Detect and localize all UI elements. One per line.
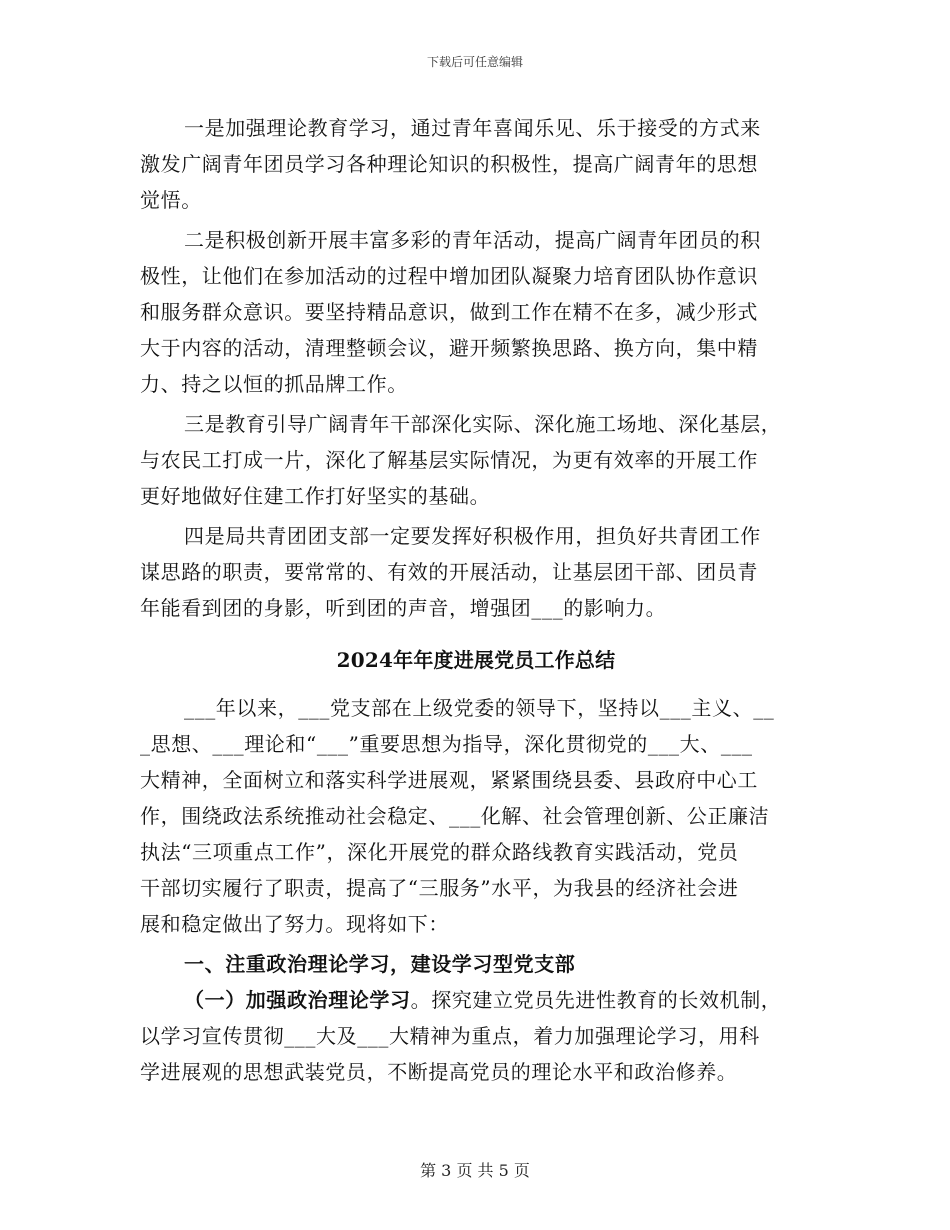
text-line: 大精神，全面树立和落实科学进展观，紧紧围绕县委、县政府中心工 <box>140 768 758 792</box>
page-footer: 第 3 页 共 5 页 <box>420 1161 530 1180</box>
section-heading: 一、注重政治理论学习，建设学习型党支部 <box>184 952 576 976</box>
document-title: 2024年年度进展党员工作总结 <box>336 648 616 672</box>
text-line: 力、持之以恒的抓品牌工作。 <box>140 372 408 396</box>
text-line: 二是积极创新开展丰富多彩的青年活动，提高广阔青年团员的积 <box>184 228 761 252</box>
text-line: 学进展观的思想武装党员，不断提高党员的理论水平和政治修养。 <box>140 1060 738 1084</box>
text-line: 觉悟。 <box>140 188 202 212</box>
text-line: 作，围绕政法系统推动社会稳定、___化解、社会管理创新、公正廉洁 <box>140 804 770 828</box>
text-line: 与农民工打成一片，深化了解基层实际情况，为更有效率的开展工作 <box>140 448 758 472</box>
text-line: 更好地做好住建工作打好坚实的基础。 <box>140 484 491 508</box>
text-line: 干部切实履行了职责，提高了“三服务”水平，为我县的经济社会进 <box>140 876 739 900</box>
text-line: 一是加强理论教育学习，通过青年喜闻乐见、乐于接受的方式来 <box>184 116 761 140</box>
paragraph-3 <box>140 406 812 514</box>
text-line: 大于内容的活动，清理整顿会议，避开频繁换思路、换方向，集中精 <box>140 336 758 360</box>
page-header: 下载后可任意编辑 <box>426 55 523 69</box>
text-line: 展和稳定做出了努力。现将如下： <box>140 912 449 936</box>
intro-paragraph <box>140 690 812 942</box>
text-line: 以学习宣传贯彻___大及___大精神为重点，着力加强理论学习，用科 <box>140 1024 760 1048</box>
text-line: 四是局共青团团支部一定要发挥好积极作用，担负好共青团工作 <box>184 524 761 548</box>
text-line: 谋思路的职责，要常常的、有效的开展活动，让基层团干部、团员青 <box>140 560 758 584</box>
text-line: 年能看到团的身影，听到团的声音，增强团___的影响力。 <box>140 596 667 620</box>
paragraph-4 <box>140 518 812 626</box>
text-line: ___年以来，___党支部在上级党委的领导下，坚持以___主义、__ <box>184 696 775 720</box>
paragraph-2 <box>140 222 812 402</box>
subsection-text: 。探究建立党员先进性教育的长效机制， <box>410 988 782 1012</box>
text-line: 激发广阔青年团员学习各种理论知识的积极性，提高广阔青年的思想 <box>140 152 758 176</box>
text-line: 三是教育引导广阔青年干部深化实际、深化施工场地、深化基层， <box>184 412 782 436</box>
text-line: _思想、___理论和“___”重要思想为指导，深化贯彻党的___大、___ <box>140 732 753 756</box>
text-line: 执法“三项重点工作”，深化开展党的群众路线教育实践活动，党员 <box>140 840 739 864</box>
subsection-label: （一）加强政治理论学习 <box>184 988 411 1012</box>
text-line: 极性，让他们在参加活动的过程中增加团队凝聚力培育团队协作意识 <box>140 264 758 288</box>
text-line <box>140 982 812 1018</box>
document-body <box>140 110 812 1090</box>
paragraph-1 <box>140 110 812 218</box>
subsection-paragraph <box>140 982 812 1090</box>
text-line: 和服务群众意识。要坚持精品意识，做到工作在精不在多，减少形式 <box>140 300 758 324</box>
